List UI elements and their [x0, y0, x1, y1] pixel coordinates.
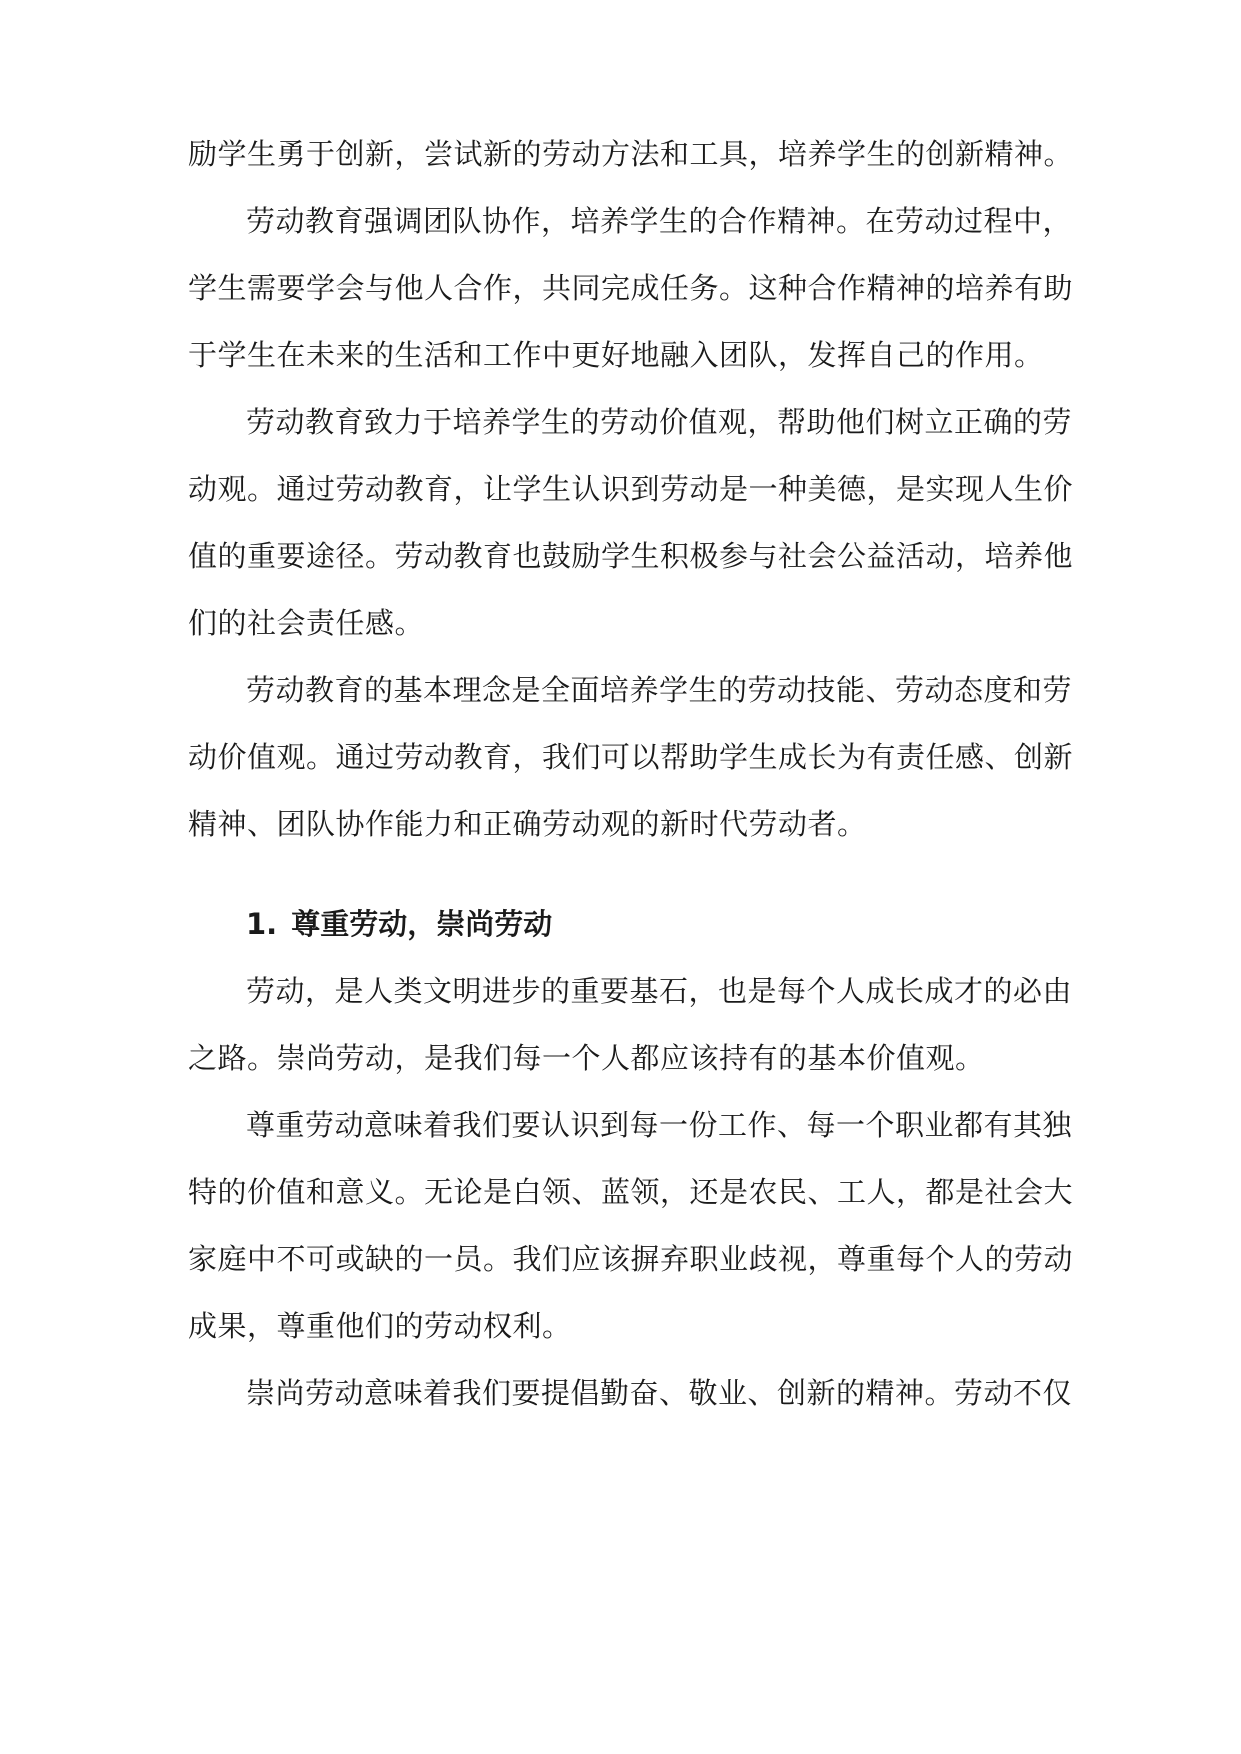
paragraph-line: 值的重要途径。劳动教育也鼓励学生积极参与社会公益活动，培养他	[188, 539, 1074, 573]
paragraph-line: 劳动教育强调团队协作，培养学生的合作精神。在劳动过程中，	[246, 204, 1073, 238]
paragraph-line: 精神、团队协作能力和正确劳动观的新时代劳动者。	[188, 807, 867, 841]
paragraph-line: 特的价值和意义。无论是白领、蓝领，还是农民、工人，都是社会大	[188, 1175, 1074, 1209]
paragraph-line: 劳动教育的基本理念是全面培养学生的劳动技能、劳动态度和劳	[246, 673, 1073, 707]
paragraph-line: 学生需要学会与他人合作，共同完成任务。这种合作精神的培养有助	[188, 271, 1074, 305]
paragraph-line: 劳动教育致力于培养学生的劳动价值观，帮助他们树立正确的劳	[246, 405, 1073, 439]
paragraph-line: 之路。崇尚劳动，是我们每一个人都应该持有的基本价值观。	[188, 1041, 985, 1075]
paragraph-line: 尊重劳动意味着我们要认识到每一份工作、每一个职业都有其独	[246, 1108, 1073, 1142]
section-heading	[246, 904, 552, 944]
paragraph-line: 成果，尊重他们的劳动权利。	[188, 1309, 572, 1343]
paragraph-line: 们的社会责任感。	[188, 606, 425, 640]
paragraph-line: 动观。通过劳动教育，让学生认识到劳动是一种美德，是实现人生价	[188, 472, 1074, 506]
paragraph-line: 励学生勇于创新，尝试新的劳动方法和工具，培养学生的创新精神。	[188, 137, 1074, 171]
paragraph-line: 动价值观。通过劳动教育，我们可以帮助学生成长为有责任感、创新	[188, 740, 1074, 774]
paragraph-line: 家庭中不可或缺的一员。我们应该摒弃职业歧视，尊重每个人的劳动	[188, 1242, 1074, 1276]
paragraph-line: 崇尚劳动意味着我们要提倡勤奋、敬业、创新的精神。劳动不仅	[246, 1376, 1073, 1410]
paragraph-line: 于学生在未来的生活和工作中更好地融入团队，发挥自己的作用。	[188, 338, 1044, 372]
section-title: 尊重劳动，崇尚劳动	[291, 907, 553, 941]
paragraph-line: 劳动，是人类文明进步的重要基石，也是每个人成长成才的必由	[246, 974, 1073, 1008]
section-number: 1.	[246, 907, 278, 941]
